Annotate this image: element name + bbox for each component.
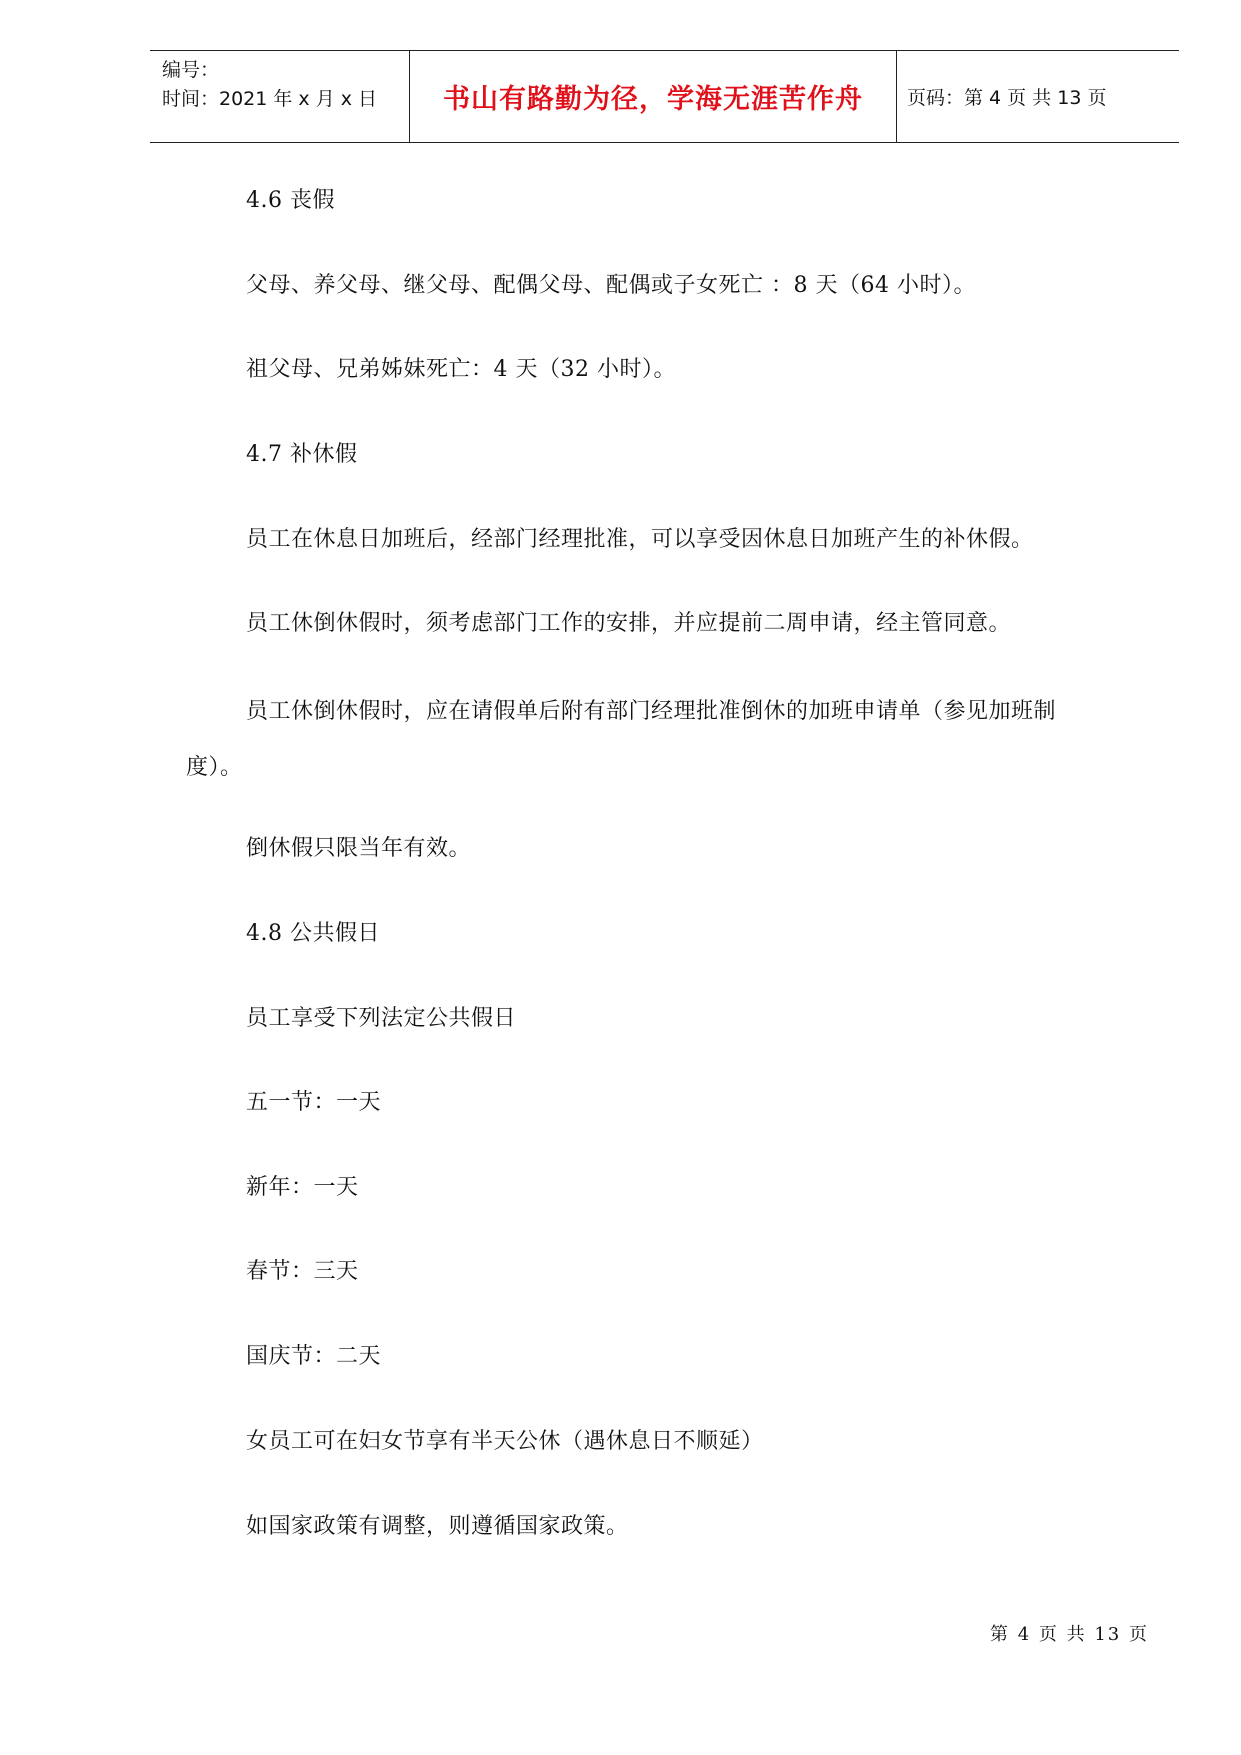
paragraph: 女员工可在妇女节享有半天公休（遇休息日不顺延）	[246, 1429, 764, 1454]
paragraph: 员工休倒休假时，须考虑部门工作的安排，并应提前二周申请，经主管同意。	[246, 611, 1012, 636]
section-heading-4-7: 4.7 补休假	[246, 442, 358, 467]
holiday-item: 新年：一天	[246, 1175, 359, 1200]
document-number-label: 编号：	[162, 59, 220, 81]
paragraph: 员工休倒休假时，应在请假单后附有部门经理批准倒休的加班申请单（参见加班制度）。	[186, 699, 1057, 780]
paragraph: 员工享受下列法定公共假日	[246, 1006, 517, 1031]
header-meta-cell	[150, 51, 410, 142]
paragraph: 父母、养父母、继父母、配偶父母、配偶或子女死亡 ：8 天（64 小时）。	[246, 273, 976, 298]
paragraph: 祖父母、兄弟姊妹死亡：4 天（32 小时）。	[246, 357, 676, 382]
footer-page-number: 第 4 页 共 13 页	[990, 1624, 1149, 1645]
holiday-item: 春节：三天	[246, 1259, 359, 1284]
holiday-item: 国庆节：二天	[246, 1344, 382, 1369]
header-motto: 书山有路勤为径，学海无涯苦作舟	[443, 84, 863, 115]
header-page-code: 页码：第 4 页 共 13 页	[907, 87, 1107, 109]
paragraph: 倒休假只限当年有效。	[246, 836, 472, 861]
section-heading-4-6: 4.6 丧假	[246, 188, 335, 213]
header-motto-cell	[410, 51, 897, 142]
paragraph: 如国家政策有调整，则遵循国家政策。	[246, 1514, 629, 1539]
document-date-label: 时间：2021 年 x 月 x 日	[162, 88, 378, 110]
header-page-cell	[897, 51, 1179, 142]
section-heading-4-8: 4.8 公共假日	[246, 921, 380, 946]
holiday-item: 五一节：一天	[246, 1090, 382, 1115]
paragraph: 员工在休息日加班后，经部门经理批准，可以享受因休息日加班产生的补休假。	[246, 527, 1034, 552]
document-header	[150, 50, 1179, 143]
